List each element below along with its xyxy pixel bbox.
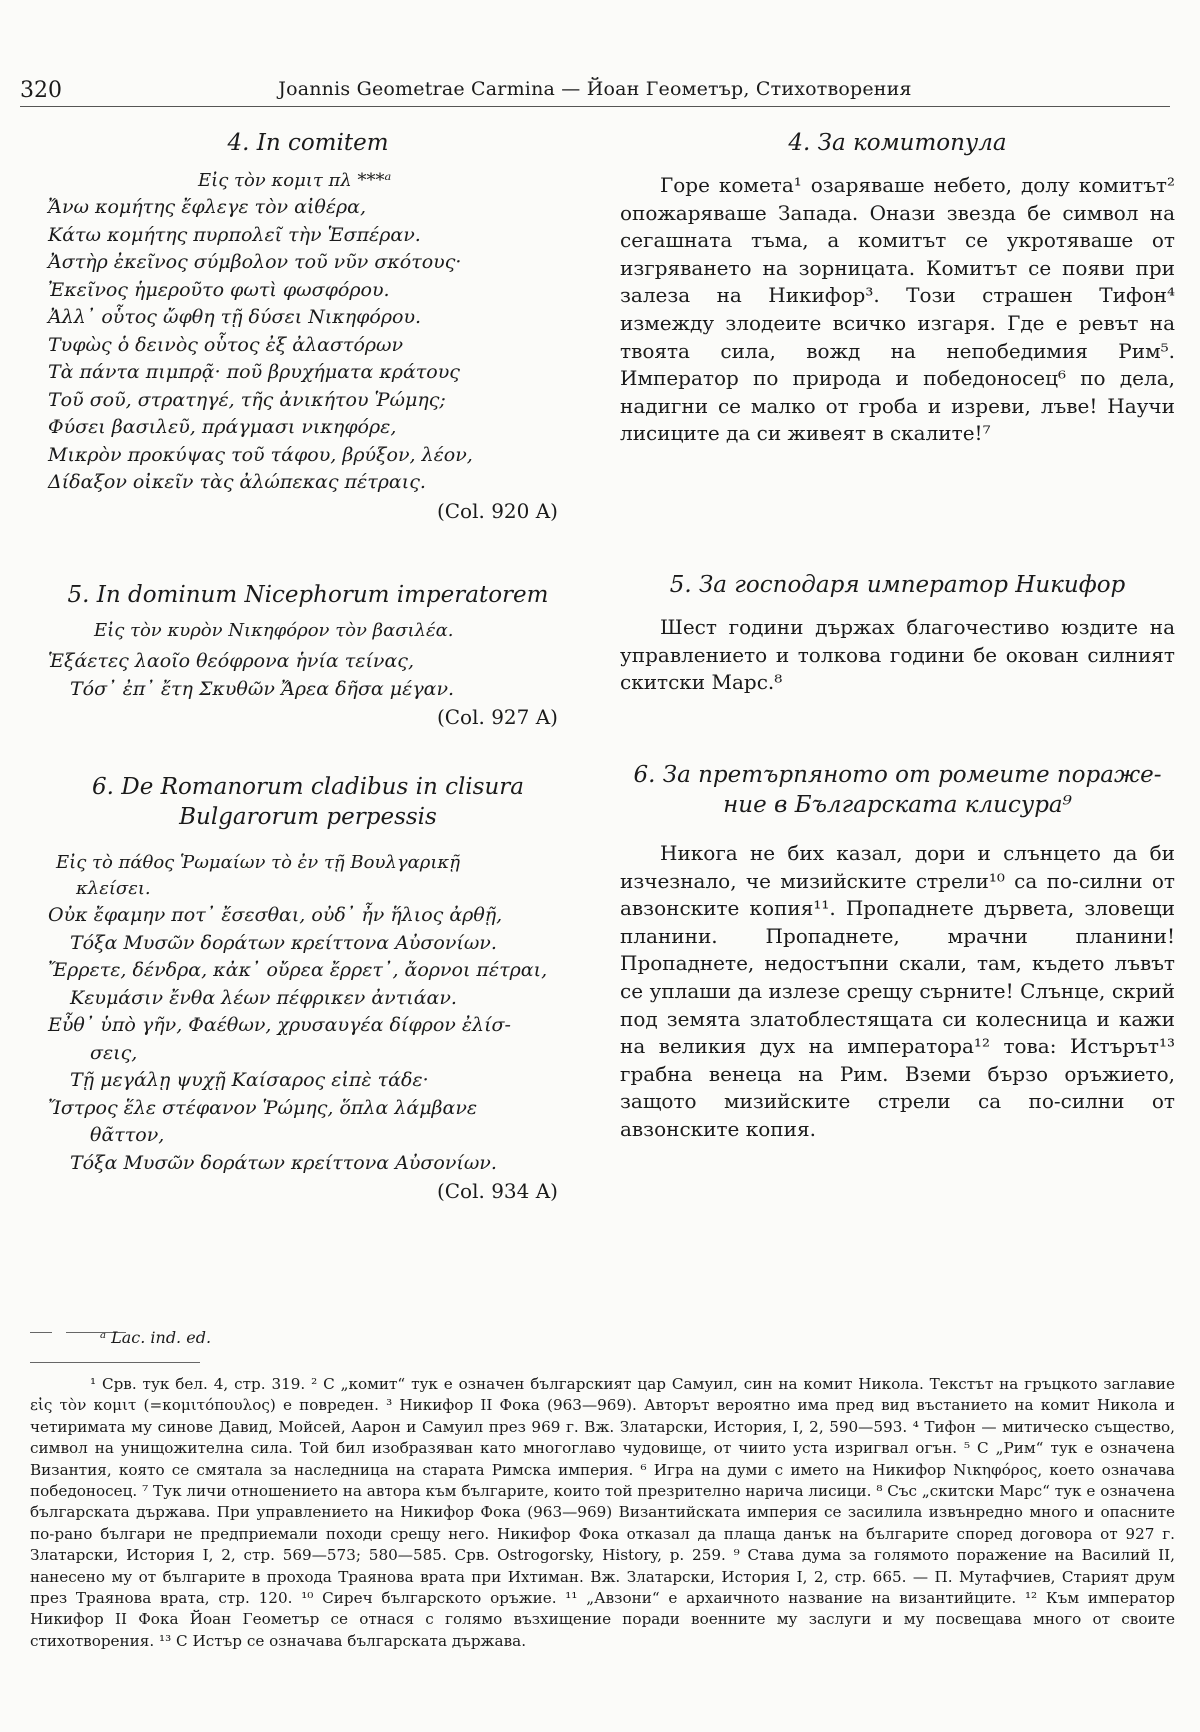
verse-line: Φύσει βασιλεῦ, πράγμασι νικηφόρε, — [48, 416, 397, 438]
verse-line: Τὰ πάντα πιμπρᾷ· ποῦ βρυχήματα κράτους — [48, 361, 460, 383]
verse-line: Ἀστὴρ ἐκεῖνος σύμβολον τοῦ νῦν σκότους· — [48, 251, 462, 273]
greek-heading: Εἰς τὸν κυρὸν Νικηφόρον τὸν βασιλέα. — [94, 620, 454, 641]
running-header — [20, 70, 1170, 106]
section-title: 4. In comitem — [227, 130, 389, 156]
verse-line: Ἀλλ᾿ οὗτος ὤφθη τῇ δύσει Νικηφόρου. — [48, 306, 422, 328]
verse-line: Τόξα Μυσῶν δοράτων κρείττονα Αὐσονίων. — [70, 1151, 497, 1174]
translation-text: Горе комета¹ озаряваше небето, долу комитът² опожаряваше Запада. Онази звезда бе символ на сегашната тъма, а комитът се укротяваше от изгряването на зорницата. Комитът се появи при залеза на Никифор³. Този страшен Тифон⁴ измежду злодеите всичко изгаря. Где е ревът на твоята сила, вожд на непобедимия Рим⁵. Император по природа и победоносец⁶ по дела, надигни се малко от гроба и изреви, лъве! Научи лисиците да си живеят в скалите!⁷ — [620, 173, 1175, 446]
migne-reference: (Col. 927 A) — [436, 705, 558, 729]
greek-verse — [48, 902, 568, 1177]
footnotes — [30, 1374, 1175, 1652]
verse-line: Ἔρρετε, δένδρα, κἀκ᾿ οὔρεα ἔρρετ᾿, ἄορνοι πέτραι, — [48, 959, 548, 981]
verse-line: Τόσ᾿ ἐπ᾿ ἔτη Σκυθῶν Ἄρεα δῆσα μέγαν. — [70, 677, 455, 700]
migne-reference: (Col. 920 A) — [436, 498, 558, 523]
latin-greek-section-4 — [48, 128, 568, 525]
verse-line: Οὐκ ἔφαμην ποτ᾿ ἔσεσθαι, οὐδ᾿ ἦν ἥλιος ἀρθῇ, — [48, 904, 503, 926]
section-title: 4. За комитопула — [788, 130, 1007, 156]
section-title: 5. За господаря император Никифор — [669, 572, 1126, 598]
greek-heading-line: Εἰς τὸ πάθος Ῥωμαίων τὸ ἐν τῇ Βουλγαρικῇ — [56, 852, 460, 873]
footnote-a: ᵃ Lac. ind. ed. — [100, 1328, 212, 1347]
translation-text: Шест години държах благочестиво юздите на управлението и толкова години бе окован силният скитски Марс.⁸ — [620, 615, 1175, 695]
verse-line: σεις, — [90, 1041, 138, 1064]
section-title: 5. In dominum Nicephorum imperatorem — [67, 582, 549, 608]
verse-line: Δίδαξον οἰκεῖν τὰς ἀλώπεκας πέτραις. — [48, 471, 426, 493]
section-title: 6. За претърпяното от ромеите пораже- — [633, 762, 1162, 788]
verse-line: Κάτω κομήτης πυρπολεῖ τὴν Ἑσπέραν. — [48, 223, 421, 246]
section-title: 6. De Romanorum cladibus in clisura — [92, 774, 524, 800]
greek-verse — [48, 194, 568, 497]
verse-line: Τυφὼς ὁ δεινὸς οὗτος ἐξ ἀλαστόρων — [48, 333, 404, 356]
greek-verse — [48, 648, 568, 703]
verse-line: Τῇ μεγάλῃ ψυχῇ Καίσαρος εἰπὲ τάδε· — [70, 1069, 429, 1091]
verse-line: Μικρὸν προκύψας τοῦ τάφου, βρύξον, λέον, — [48, 443, 473, 466]
latin-greek-section-6 — [48, 772, 568, 1205]
translation-text: Никога не бих казал, дори и слънцето да би изчезнало, че мизийските стрели¹⁰ са по-силни от авзонските копия¹¹. Пропаднете дървета, зловещи планини. Пропаднете, мрачни планини! Пропаднете, недостъпни скали, там, където лъвът се уплаши да излезе срещу сърните! Слънце, скрий под земята златоблестящата си колесница и кажи на великия дух на императора¹² това: Истърът¹³ грабна венеца на Рим. Вземи бързо оръжието, защото мизийските стрели са по-силни от авзонските копия. — [620, 841, 1175, 1141]
translation-section-5 — [620, 570, 1175, 697]
footnotes-text: ¹ Срв. тук бел. 4, стр. 319. ² С „комит“ тук е означен българският цар Самуил, син на комит Никола. Текстът на гръцкото заглавие εἰς τὸν κομιτ (=κομιτόπουλος) е повреден. ³ Никифор II Фока (963—969). Авторът вероятно има пред вид въстанието на комит Никола и четиримата му синове Давид, Мойсей, Аарон и Самуил през 969 г. Вж. Златарски, История, I, 2, 590—593. ⁴ Тифон — митическо същество, символ на унищожителна сила. Той бил изобразяван като многоглаво чудовище, от чиито уста изригвал огън. ⁵ С „Рим“ тук е означена Византия, която се смятала за наследница на старата Римска империя. ⁶ Игра на думи с името на Никифор Νικηφόρος, което означава победоносец. ⁷ Тук личи отношението на автора към българите, които той презрително нарича лисици. ⁸ Със „скитски Марс“ тук е означена българската държава. При управлението на Никифор Фока (963—969) Византийската империя се засилила извънредно много и опасните по-рано българи не предприемали походи срещу него. Никифор Фока отказал да плаща данък на българите според договора от 927 г. Златарски, История I, 2, стр. 569—573; 580—585. Срв. Ostrogorsky, History, p. 259. ⁹ Става дума за голямото поражение на Василий II, нанесено му от българите в прохода Траянова врата при Ихтиман. Вж. Златарски, История I, 2, стр. 665. — П. Мутафчиев, Старият друм през Траянова врата, стр. 120. ¹⁰ Сиреч българското оръжие. ¹¹ „Авзони“ е архаичното название на византийците. ¹² Към император Никифор II Фока Йоан Геометър се отнася с голямо възхищение поради военните му заслуги и му посвещава много от своите стихотворения. ¹³ С Истър се означава българската държава. — [30, 1375, 1175, 1650]
verse-line: Τοῦ σοῦ, στρατηγέ, τῆς ἀνικήτου Ῥώμης; — [48, 388, 446, 411]
section-title-cont: Bulgarorum perpessis — [179, 804, 437, 830]
verse-line: Ἴστρος ἕλε στέφανον Ῥώμης, ὅπλα λάμβανε — [48, 1096, 478, 1119]
verse-line: Τόξα Μυσῶν δοράτων κρείττονα Αὐσονίων. — [70, 931, 497, 954]
translation-section-4 — [620, 128, 1175, 448]
footnote-rule — [30, 1362, 200, 1363]
header-rule — [20, 106, 1170, 107]
greek-heading — [48, 850, 568, 902]
verse-line: Ἄνω κομήτης ἔφλεγε τὸν αἰθέρα, — [48, 196, 367, 218]
verse-line: Ἐκεῖνος ἡμεροῦτο φωτὶ φωσφόρου. — [48, 278, 390, 301]
section-title-cont: ние в Българската клисура⁹ — [723, 792, 1072, 818]
verse-line: Εὖθ᾿ ὑπὸ γῆν, Φαέθων, χρυσαυγέα δίφρον ἐλίσ- — [48, 1014, 511, 1036]
migne-reference: (Col. 934 A) — [436, 1179, 558, 1203]
translation-section-6 — [620, 760, 1175, 1144]
verse-line: Ἑξάετες λαοῖο θεόφρονα ἡνία τείνας, — [48, 650, 414, 672]
running-title: Joannis Geometrae Carmina — Йоан Геометър, Стихотворения — [278, 78, 912, 100]
verse-line: θᾶττον, — [90, 1124, 165, 1146]
verse-line: Κευμάσιν ἔνθα λέων πέφρικεν ἀντιάαν. — [70, 986, 457, 1009]
greek-heading: Εἰς τὸν κομιτ πλ ***ᵃ — [198, 170, 392, 191]
greek-heading-line: κλείσει. — [76, 878, 151, 899]
latin-greek-section-5 — [48, 580, 568, 731]
page-number: 320 — [20, 78, 62, 103]
